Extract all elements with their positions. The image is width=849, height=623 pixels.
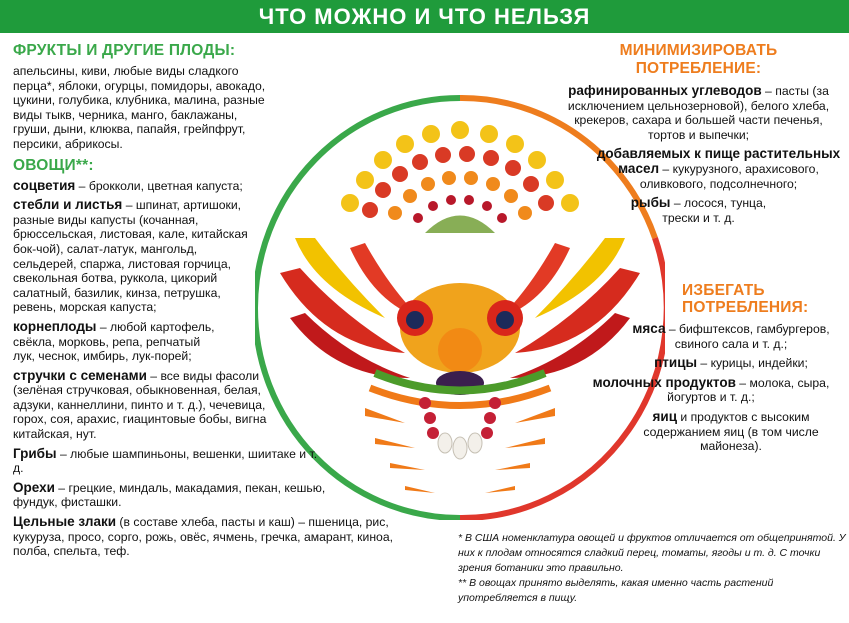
- footnote-1: * В США номенклатура овощей и фруктов отличается от общепринятой. У них к плодам относятся сладкий перец, томаты, ягоды и т. д. С точки зрения ботаники это правильно.: [458, 532, 846, 574]
- avoid-item-poultry: [620, 356, 842, 371]
- veg-item-name: стручки с семенами: [13, 367, 147, 383]
- veg-item-text: – все виды фасоли (зелёная стручковая, обыкновенная, белая, адзуки, каннеллини, пинто и т. д.), чечевица, горох, соя, арахис, гиацинтовые бобы, вигна китайская, нут.: [13, 368, 267, 442]
- avoid-item-name: мяса: [632, 321, 666, 336]
- page-header: [0, 0, 849, 33]
- veg-item-stems-leaves: [13, 198, 258, 315]
- avoid-item-eggs: [620, 410, 842, 454]
- avoid-section: [592, 282, 842, 459]
- vegetables-heading: ОВОЩИ**:: [13, 156, 94, 174]
- avoid-item-name: яиц: [652, 408, 677, 424]
- veg-item-name: Грибы: [13, 445, 57, 461]
- veg-item-text: – грецкие, миндаль, макадамия, пекан, кешью, фундук, фисташки.: [13, 480, 326, 510]
- avoid-item-text: – бифштексов, гамбургеров, свиного сала и т. д.;: [665, 322, 830, 351]
- veg-item-name: Цельные злаки: [13, 514, 117, 530]
- veg-item-mushrooms: [13, 447, 323, 476]
- veg-item-name: соцветия: [13, 177, 76, 193]
- minimize-item-name: добавляемых к пище растительных масел: [596, 146, 841, 176]
- left-column: [13, 42, 393, 564]
- veg-item-text: – шпинат, артишоки, разные виды капусты (кочанная, брюссельская, листовая, кале, китайская бок-чой), салат-латук, мангольд, сельдерей, спаржа, листовая горчица, свекольная ботва, руккола, цикорий салатный, базилик, кинза, петрушка, ревень, морская капуста;: [13, 198, 248, 315]
- veg-item-inflorescences: [13, 179, 273, 194]
- avoid-heading: ИЗБЕГАТЬ ПОТРЕБЛЕНИЯ:: [682, 282, 809, 316]
- minimize-item-text: – пасты (за исключением цельнозерновой), белого хлеба, крекеров, сахара и большей части печенья, тортов и выпечки;: [567, 84, 830, 142]
- veg-item-text: – брокколи, цветная капуста;: [75, 178, 243, 193]
- minimize-heading: МИНИМИЗИРОВАТЬ ПОТРЕБЛЕНИЕ:: [619, 42, 778, 77]
- avoid-item-text: – курицы, индейки;: [697, 356, 808, 371]
- veg-item-grains: [13, 515, 403, 559]
- veg-item-name: Орехи: [13, 479, 55, 495]
- veg-item-text: – любой картофель, свёкла, морковь, репа, репчатый лук, чеснок, имбирь, лук-порей;: [13, 319, 215, 364]
- minimize-item-fish: [556, 196, 841, 225]
- minimize-item-text: – лосося, тунца, трески и т. д.: [662, 196, 767, 225]
- veg-item-roots: [13, 320, 218, 364]
- minimize-item-carbs: [556, 84, 841, 142]
- avoid-item-text: – молока, сыра, йогуртов и т. д.;: [667, 375, 830, 405]
- veg-item-name: стебли и листья: [13, 197, 123, 213]
- veg-item-name: корнеплоды: [13, 318, 97, 334]
- minimize-item-text: – кукурузного, арахисового, оливкового, подсолнечного;: [639, 161, 819, 191]
- fruit-crown: [341, 121, 579, 233]
- veg-item-nuts: [13, 481, 373, 510]
- veg-item-text: – любые шампиньоны, вешенки, шиитаке и т. д.: [13, 446, 318, 476]
- footnotes: [458, 531, 848, 606]
- avoid-item-name: птицы: [654, 355, 698, 371]
- minimize-item-name: рыбы: [630, 195, 671, 211]
- minimize-section: [556, 42, 841, 230]
- veg-item-text: (в составе хлеба, пасты и каш) – пшеница, рис, кукуруза, просо, сорго, рожь, овёс, ячмень, гречка, амарант, киноа, полба, спельта, теф.: [13, 515, 393, 559]
- minimize-item-name: рафинированных углеводов: [568, 83, 762, 98]
- avoid-item-dairy: [580, 376, 842, 405]
- fruits-text: апельсины, киви, любые виды сладкого перца*, яблоки, огурцы, помидоры, авокадо, цукини, голубика, клубника, малина, разные виды тыкв, черника, манго, баклажаны, груши, дыни, клюква, папайя, грейпфрут, персики, абрикосы.: [13, 64, 266, 151]
- veg-item-pods: [13, 369, 268, 442]
- minimize-item-oils: [556, 147, 841, 191]
- carrot-beard: [365, 397, 555, 493]
- footnote-2: ** В овощах принято выделять, какая именно часть растений употребляется в пищу.: [458, 577, 774, 604]
- avoid-item-name: молочных продуктов: [592, 374, 736, 390]
- page-title: ЧТО МОЖНО И ЧТО НЕЛЬЗЯ: [258, 4, 591, 29]
- avoid-item-text: и продуктов с высоким содержанием яиц (в том числе майонеза).: [643, 409, 819, 454]
- avoid-item-meat: [620, 322, 842, 351]
- nose-orange: [438, 328, 482, 372]
- fruits-heading: ФРУКТЫ И ДРУГИЕ ПЛОДЫ:: [13, 42, 236, 59]
